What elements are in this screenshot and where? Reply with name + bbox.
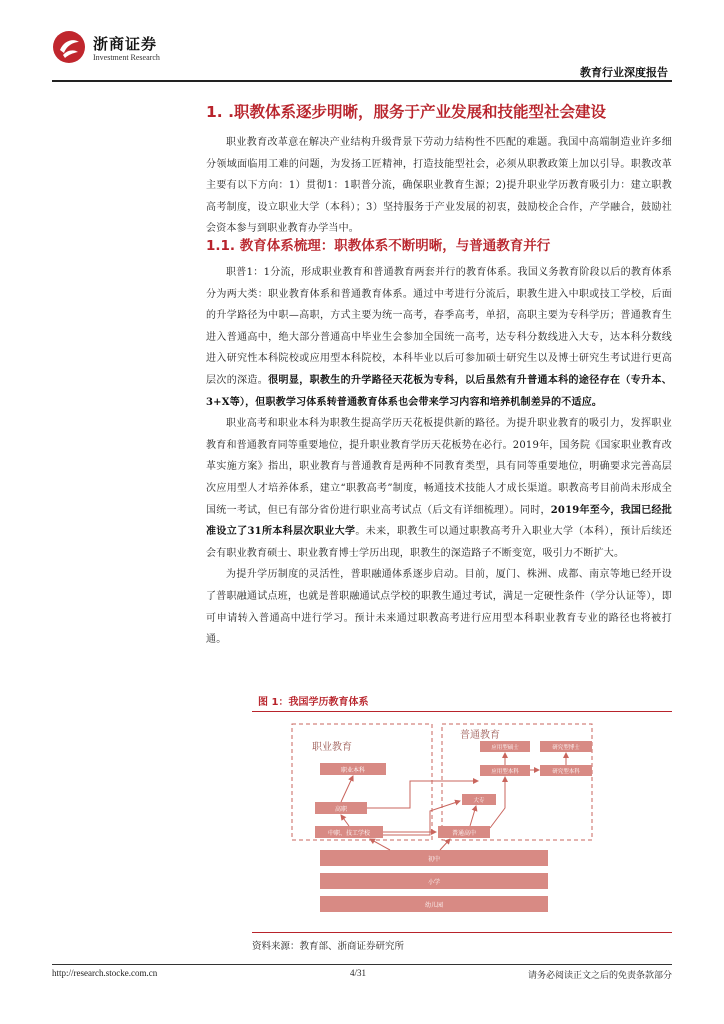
logo-chinese-name: 浙商证券 — [93, 35, 158, 53]
paragraph-2-bold: 2019年至今，我国已经批准设立了31所本科层次职业大学 — [206, 504, 672, 538]
box-applied-bachelor — [480, 765, 530, 776]
page-number: 4/31 — [350, 968, 367, 978]
section-title: 1. .职教体系逐步明晰，服务于产业发展和技能型社会建设 — [206, 103, 606, 121]
box-primary-label: 小学 — [427, 879, 441, 886]
box-higher-vocational-label: 高职 — [334, 806, 348, 813]
box-secondary-vocational — [315, 826, 383, 838]
box-primary — [320, 873, 548, 889]
box-research-bachelor-label: 研究型本科 — [552, 769, 580, 775]
box-research-master — [540, 741, 592, 752]
footer-disclaimer: 请务必阅读正文之后的免责条款部分 — [527, 971, 672, 981]
box-junior-high-label: 初中 — [427, 856, 441, 863]
box-vocational-bachelor — [320, 763, 386, 775]
logo-english-name: Investment Research — [93, 53, 160, 62]
intro-paragraph: 职业教育改革意在解决产业结构升级背景下劳动力结构性不匹配的难题。我国中高端制造业许多细分领域面临用工难的问题，为发扬工匠精神，打造技能型社会，必须从职教政策上加以引导。职教改革主要有以下方向：1）贯彻1：1职普分流，确保职业教育生源；2)提升职业学历教育吸引力：建立职教高考制度，设立职业大学（本科）；3）坚持服务于产业发展的初衷，鼓励校企合作，产学融合，鼓励社会资本参与到职业教育办学当中。 — [206, 137, 672, 235]
general-label: 普通教育 — [460, 730, 500, 741]
box-applied-master — [480, 741, 530, 752]
box-junior-college-label: 大专 — [473, 798, 485, 804]
box-applied-bachelor-label: 应用型本科 — [491, 769, 519, 775]
report-type-label: 教育行业深度报告 — [580, 66, 668, 79]
box-secondary-vocational-label: 中职、技工学校 — [327, 830, 371, 837]
figure-bottom-rule — [252, 932, 672, 933]
paragraph-2 — [206, 413, 672, 564]
box-high-school — [438, 826, 490, 838]
footer-url[interactable]: http://research.stocke.com.cn — [52, 968, 158, 978]
box-research-master-label: 研究型博士 — [552, 745, 580, 751]
education-system-diagram — [290, 718, 650, 928]
subsection-title: 1.1. 教育体系梳理：职教体系不断明晰，与普通教育并行 — [206, 238, 551, 254]
footer-divider — [52, 964, 672, 965]
paragraph-2-tail: 。未来，职教生可以通过职教高考升入职业大学（本科），预计后续还会有职业教育硕士、职业教育博士学历出现，职教生的深造路子不断变宽，吸引力不断扩大。 — [206, 526, 672, 559]
header-divider — [52, 80, 672, 82]
box-kindergarten — [320, 896, 548, 912]
paragraph-1-bold: 很明显，职教生的升学路径天花板为专科，以后虽然有升普通本科的途径存在（专升本、3+X等），但职教学习体系转普通教育体系也会带来学习内容和培养机制差异的不适应。 — [206, 374, 672, 408]
company-logo-icon — [52, 30, 86, 64]
box-junior-high — [320, 850, 548, 866]
box-junior-college — [462, 794, 496, 805]
figure-source: 资料来源：教育部、浙商证券研究所 — [252, 941, 405, 952]
section-intro — [206, 132, 672, 240]
paragraph-3: 为提升学历制度的灵活性，普职融通体系逐步启动。目前，厦门、株洲、成都、南京等地已经开设了普职融通试点班，也就是普职融通试点学校的职教生通过考试，满足一定硬性条件（学分认证等），即可申请转入普通高中进行学习。预计未来通过职教高考进行应用型本科职业教育专业的路径也将被打通。 — [206, 569, 672, 646]
subsection-body — [206, 262, 672, 651]
box-higher-vocational — [315, 802, 367, 814]
paragraph-2-text: 职业高考和职业本科为职教生提高学历天花板提供新的路径。为提升职业教育的吸引力，发挥职业教育和普通教育同等重要地位，提升职业教育学历天花板势在必行。2019年，国务院《国家职业教育改革实施方案》指出，职业教育与普通教育是两种不同教育类型，具有同等重要地位，明确要求完善高层次应用型人才培养体系，建立“职教高考”制度，畅通技术技能人才成长渠道。职教高考目前尚未形成全国统一考试，但已有部分省份进行职业高考试点（后文有详细梳理）。同时， — [206, 418, 672, 516]
vocational-label: 职业教育 — [312, 742, 352, 753]
paragraph-1-text: 职普1：1分流，形成职业教育和普通教育两套并行的教育体系。我国义务教育阶段以后的教育体系分为两大类：职业教育体系和普通教育体系。通过中考进行分流后，职教生进入中职或技工学校，后面的升学路径为中职—高职，方式主要为统一高考，春季高考，单招，高职主要为专科学历；普通教育生进入普通高中，绝大部分普通高中毕业生会参加全国统一高考，达专科分数线进入大专，达本科分数线进入研究性本科院校或应用型本科院校，本科毕业以后可参加硕士研究生以及博士研究生考试进行更高层次的深造。 — [206, 267, 672, 386]
box-vocational-bachelor-label: 职业本科 — [340, 767, 366, 774]
box-research-bachelor — [540, 765, 592, 776]
box-high-school-label: 普通高中 — [451, 830, 477, 837]
figure-caption: 图 1：我国学历教育体系 — [258, 697, 369, 708]
box-kindergarten-label: 幼儿园 — [424, 902, 444, 909]
figure-top-rule — [252, 711, 672, 712]
box-applied-master-label: 应用型硕士 — [491, 745, 519, 751]
paragraph-1 — [206, 262, 672, 413]
